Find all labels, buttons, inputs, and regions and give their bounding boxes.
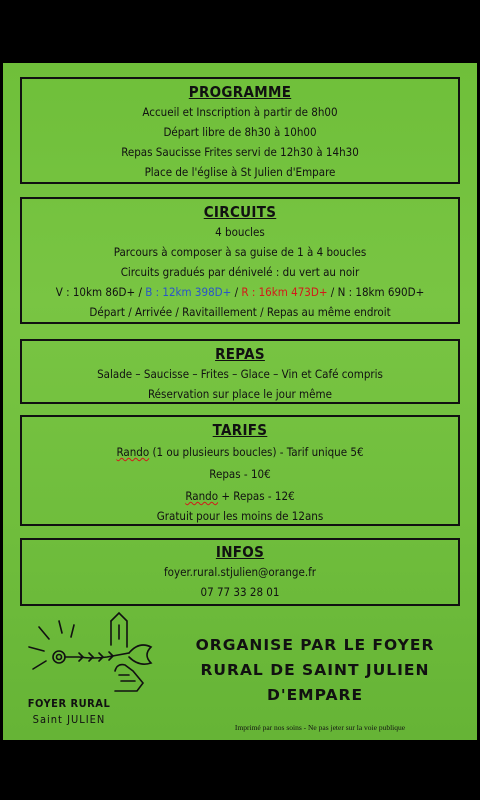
- tarif-line: Gratuit pour les moins de 12ans: [156, 509, 324, 523]
- tarif-rando-word: Rando: [116, 445, 150, 459]
- organizer-line: D'EMPARE: [266, 686, 364, 704]
- infos-box: [20, 538, 460, 606]
- repas-line: Réservation sur place le jour même: [148, 387, 332, 401]
- organizer-line: ORGANISE PAR LE FOYER: [195, 636, 435, 654]
- church-fish-icon: [19, 611, 169, 701]
- separator: /: [135, 285, 146, 299]
- programme-line: Départ libre de 8h30 à 10h00: [163, 125, 317, 139]
- tarif-line-rest: (1 ou plusieurs boucles) - Tarif unique 5€: [149, 445, 364, 459]
- logo-line-2: Saint JULIEN: [32, 713, 106, 726]
- separator: /: [231, 285, 242, 299]
- circuits-box: [20, 197, 460, 324]
- infos-phone: 07 77 33 28 01: [200, 585, 280, 599]
- programme-line: Accueil et Inscription à partir de 8h00: [142, 105, 338, 119]
- programme-title: PROGRAMME: [188, 83, 292, 101]
- printed-note: Imprimé par nos soins - Ne pas jeter sur la voie publique: [234, 723, 406, 732]
- tarif-rando-word: Rando: [185, 489, 219, 503]
- tarifs-title: TARIFS: [212, 421, 268, 439]
- circuits-line: Parcours à composer à sa guise de 1 à 4 boucles: [113, 245, 367, 259]
- infos-title: INFOS: [215, 543, 265, 561]
- circuits-line: Circuits gradués par dénivelé : du vert au noir: [120, 265, 360, 279]
- foyer-rural-logo: [19, 611, 169, 731]
- tarif-line-rest: + Repas - 12€: [218, 489, 295, 503]
- circuits-title: CIRCUITS: [203, 203, 277, 221]
- organizer-line: RURAL DE SAINT JULIEN: [200, 661, 430, 679]
- tarif-line: [22, 442, 458, 462]
- repas-title: REPAS: [215, 345, 265, 363]
- circuit-noir: N : 18km 690D+: [337, 285, 425, 299]
- programme-line: Place de l'église à St Julien d'Empare: [144, 165, 336, 179]
- tarif-line: Repas - 10€: [209, 467, 271, 481]
- organizer-text: [175, 633, 455, 708]
- circuit-bleu: B : 12km 398D+: [145, 285, 232, 299]
- repas-box: [20, 339, 460, 404]
- programme-line: Repas Saucisse Frites servi de 12h30 à 14h30: [121, 145, 359, 159]
- flyer: [3, 63, 477, 740]
- circuits-line: Départ / Arrivée / Ravitaillement / Repas au même endroit: [89, 305, 391, 319]
- circuits-line: 4 boucles: [215, 225, 265, 239]
- separator: /: [327, 285, 338, 299]
- circuits-distances: [22, 282, 458, 302]
- infos-email: foyer.rural.stjulien@orange.fr: [164, 565, 316, 579]
- logo-line-1: FOYER RURAL: [27, 697, 111, 710]
- programme-box: [20, 77, 460, 184]
- tarif-line: [22, 486, 458, 506]
- circuit-rouge: R : 16km 473D+: [241, 285, 328, 299]
- repas-line: Salade – Saucisse – Frites – Glace – Vin et Café compris: [97, 367, 383, 381]
- tarifs-box: [20, 415, 460, 526]
- circuit-vert: V : 10km 86D+: [55, 285, 136, 299]
